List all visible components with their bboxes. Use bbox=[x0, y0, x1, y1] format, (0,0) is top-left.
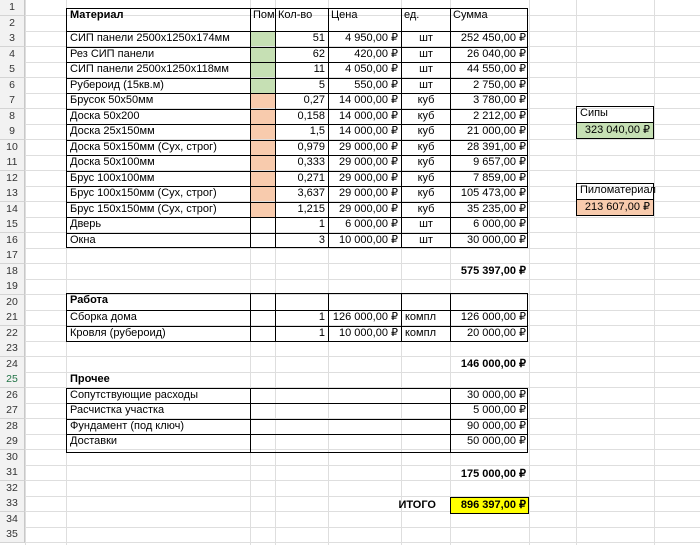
material-name[interactable]: Рубероид (15кв.м) bbox=[70, 79, 164, 91]
row-header[interactable]: 26 bbox=[0, 388, 25, 404]
material-unit[interactable]: куб bbox=[417, 94, 435, 106]
material-unit[interactable]: куб bbox=[417, 125, 435, 137]
material-unit[interactable]: куб bbox=[417, 187, 435, 199]
material-name[interactable]: Рез СИП панели bbox=[70, 48, 155, 60]
materials-header-sum[interactable]: Сумма bbox=[453, 9, 488, 21]
material-sum[interactable]: 6 000,00 ₽ bbox=[473, 218, 526, 230]
material-qty[interactable]: 0,333 bbox=[297, 156, 325, 168]
row-header[interactable]: 24 bbox=[0, 357, 25, 373]
material-sum[interactable]: 21 000,00 ₽ bbox=[467, 125, 526, 137]
row-header[interactable]: 14 bbox=[0, 202, 25, 218]
other-sum[interactable]: 90 000,00 ₽ bbox=[467, 420, 526, 432]
material-pom[interactable] bbox=[251, 48, 275, 62]
material-price[interactable]: 29 000,00 ₽ bbox=[339, 203, 398, 215]
material-sum[interactable]: 3 780,00 ₽ bbox=[473, 94, 526, 106]
material-unit[interactable]: шт bbox=[419, 48, 433, 60]
other-name[interactable]: Расчистка участка bbox=[70, 404, 165, 416]
material-name[interactable]: Доска 50х200 bbox=[70, 110, 140, 122]
material-qty[interactable]: 3,637 bbox=[297, 187, 325, 199]
material-qty[interactable]: 0,158 bbox=[297, 110, 325, 122]
row-header[interactable]: 20 bbox=[0, 295, 25, 311]
row-header[interactable]: 16 bbox=[0, 233, 25, 249]
material-name[interactable]: Брус 150х150мм (Сух, строг) bbox=[70, 203, 217, 215]
material-qty[interactable]: 0,271 bbox=[297, 172, 325, 184]
material-unit[interactable]: шт bbox=[419, 32, 433, 44]
work-total[interactable]: 146 000,00 ₽ bbox=[460, 358, 526, 370]
grand-total-value[interactable]: 896 397,00 ₽ bbox=[460, 499, 526, 511]
row-header[interactable]: 35 bbox=[0, 527, 25, 543]
material-name[interactable]: Брус 100х150мм (Сух, строг) bbox=[70, 187, 217, 199]
material-price[interactable]: 4 050,00 ₽ bbox=[345, 63, 398, 75]
work-sum[interactable]: 20 000,00 ₽ bbox=[467, 327, 526, 339]
material-name[interactable]: СИП панели 2500x1250x174мм bbox=[70, 32, 230, 44]
material-qty[interactable]: 1,215 bbox=[297, 203, 325, 215]
material-qty[interactable]: 5 bbox=[318, 79, 325, 91]
material-name[interactable]: Брус 100х100мм bbox=[70, 172, 155, 184]
material-sum[interactable]: 9 657,00 ₽ bbox=[473, 156, 526, 168]
material-qty[interactable]: 3 bbox=[318, 234, 325, 246]
row-header[interactable]: 1 bbox=[0, 0, 25, 16]
material-sum[interactable]: 7 859,00 ₽ bbox=[473, 172, 526, 184]
row-header[interactable]: 27 bbox=[0, 403, 25, 419]
material-unit[interactable]: куб bbox=[417, 172, 435, 184]
row-header[interactable]: 9 bbox=[0, 124, 25, 140]
materials-header-qty[interactable]: Кол-во bbox=[278, 9, 313, 21]
row-header[interactable]: 11 bbox=[0, 155, 25, 171]
material-sum[interactable]: 2 212,00 ₽ bbox=[473, 110, 526, 122]
materials-header-pom[interactable]: Пом bbox=[253, 9, 275, 21]
lumber-value[interactable]: 213 607,00 ₽ bbox=[577, 200, 653, 215]
material-pom[interactable] bbox=[251, 234, 275, 248]
material-price[interactable]: 14 000,00 ₽ bbox=[339, 110, 398, 122]
row-header[interactable]: 30 bbox=[0, 450, 25, 466]
material-qty[interactable]: 11 bbox=[313, 63, 325, 75]
row-header[interactable]: 10 bbox=[0, 140, 25, 156]
material-qty[interactable]: 1,5 bbox=[309, 125, 325, 137]
material-pom[interactable] bbox=[251, 79, 275, 93]
row-header[interactable]: 32 bbox=[0, 481, 25, 497]
row-header[interactable]: 6 bbox=[0, 78, 25, 94]
row-header[interactable]: 21 bbox=[0, 310, 25, 326]
material-sum[interactable]: 105 473,00 ₽ bbox=[460, 187, 526, 199]
row-header[interactable]: 31 bbox=[0, 465, 25, 481]
material-name[interactable]: Доска 25х150мм bbox=[70, 125, 155, 137]
materials-total[interactable]: 575 397,00 ₽ bbox=[460, 265, 526, 277]
row-header[interactable]: 29 bbox=[0, 434, 25, 450]
material-pom[interactable] bbox=[251, 125, 275, 139]
material-sum[interactable]: 26 040,00 ₽ bbox=[467, 48, 526, 60]
work-header[interactable]: Работа bbox=[70, 294, 109, 306]
material-qty[interactable]: 0,979 bbox=[297, 141, 325, 153]
material-pom[interactable] bbox=[251, 94, 275, 108]
material-price[interactable]: 29 000,00 ₽ bbox=[339, 141, 398, 153]
row-header[interactable]: 23 bbox=[0, 341, 25, 357]
lumber-label[interactable]: Пиломатериал bbox=[580, 184, 656, 196]
material-unit[interactable]: шт bbox=[419, 218, 433, 230]
sips-label[interactable]: Сипы bbox=[580, 107, 608, 119]
other-sum[interactable]: 5 000,00 ₽ bbox=[473, 404, 526, 416]
work-name[interactable]: Сборка дома bbox=[70, 311, 137, 323]
row-header[interactable]: 17 bbox=[0, 248, 25, 264]
material-unit[interactable]: куб bbox=[417, 141, 435, 153]
material-price[interactable]: 4 950,00 ₽ bbox=[345, 32, 398, 44]
material-name[interactable]: Доска 50х150мм (Сух, строг) bbox=[70, 141, 217, 153]
material-price[interactable]: 10 000,00 ₽ bbox=[339, 234, 398, 246]
material-price[interactable]: 29 000,00 ₽ bbox=[339, 172, 398, 184]
work-unit[interactable]: компл bbox=[405, 311, 436, 323]
material-name[interactable]: Дверь bbox=[70, 218, 102, 230]
row-header[interactable]: 3 bbox=[0, 31, 25, 47]
material-pom[interactable] bbox=[251, 172, 275, 186]
material-pom[interactable] bbox=[251, 187, 275, 201]
material-name[interactable]: Доска 50х100мм bbox=[70, 156, 155, 168]
row-header[interactable]: 28 bbox=[0, 419, 25, 435]
material-price[interactable]: 14 000,00 ₽ bbox=[339, 125, 398, 137]
work-sum[interactable]: 126 000,00 ₽ bbox=[460, 311, 526, 323]
material-qty[interactable]: 0,27 bbox=[303, 94, 325, 106]
other-sum[interactable]: 30 000,00 ₽ bbox=[467, 389, 526, 401]
row-header[interactable]: 22 bbox=[0, 326, 25, 342]
material-pom[interactable] bbox=[251, 156, 275, 170]
material-pom[interactable] bbox=[251, 110, 275, 124]
row-header[interactable]: 7 bbox=[0, 93, 25, 109]
material-unit[interactable]: шт bbox=[419, 63, 433, 75]
other-name[interactable]: Сопутствующие расходы bbox=[70, 389, 199, 401]
row-header[interactable]: 4 bbox=[0, 47, 25, 63]
material-sum[interactable]: 28 391,00 ₽ bbox=[467, 141, 526, 153]
other-total[interactable]: 175 000,00 ₽ bbox=[460, 468, 526, 480]
work-price[interactable]: 126 000,00 ₽ bbox=[332, 311, 398, 323]
row-header[interactable]: 15 bbox=[0, 217, 25, 233]
row-header[interactable]: 18 bbox=[0, 264, 25, 280]
material-name[interactable]: СИП панели 2500x1250x118мм bbox=[70, 63, 229, 75]
row-header[interactable]: 33 bbox=[0, 496, 25, 512]
material-qty[interactable]: 62 bbox=[312, 48, 325, 60]
material-unit[interactable]: шт bbox=[419, 234, 433, 246]
other-sum[interactable]: 50 000,00 ₽ bbox=[467, 435, 526, 447]
material-price[interactable]: 14 000,00 ₽ bbox=[339, 94, 398, 106]
row-header[interactable]: 8 bbox=[0, 109, 25, 125]
row-header[interactable]: 2 bbox=[0, 16, 25, 32]
grand-total-label[interactable]: ИТОГО bbox=[398, 499, 436, 511]
row-header[interactable]: 19 bbox=[0, 279, 25, 295]
row-header[interactable]: 5 bbox=[0, 62, 25, 78]
work-qty[interactable]: 1 bbox=[318, 311, 325, 323]
materials-header-price[interactable]: Цена bbox=[331, 9, 358, 21]
material-sum[interactable]: 30 000,00 ₽ bbox=[467, 234, 526, 246]
material-pom[interactable] bbox=[251, 141, 275, 155]
material-qty[interactable]: 51 bbox=[312, 32, 325, 44]
work-qty[interactable]: 1 bbox=[318, 327, 325, 339]
row-header[interactable]: 34 bbox=[0, 512, 25, 528]
sips-value[interactable]: 323 040,00 ₽ bbox=[577, 123, 653, 138]
material-name[interactable]: Брусок 50х50мм bbox=[70, 94, 154, 106]
material-pom[interactable] bbox=[251, 218, 275, 232]
row-header[interactable]: 12 bbox=[0, 171, 25, 187]
materials-header-name[interactable]: Материал bbox=[70, 9, 124, 21]
row-header[interactable]: 13 bbox=[0, 186, 25, 202]
work-name[interactable]: Кровля (рубероид) bbox=[70, 327, 166, 339]
work-price[interactable]: 10 000,00 ₽ bbox=[339, 327, 398, 339]
material-price[interactable]: 6 000,00 ₽ bbox=[345, 218, 398, 230]
material-pom[interactable] bbox=[251, 63, 275, 77]
row-header[interactable]: 25 bbox=[0, 372, 25, 388]
materials-header-unit[interactable]: ед. bbox=[404, 9, 420, 21]
material-unit[interactable]: куб bbox=[417, 156, 435, 168]
material-unit[interactable]: куб bbox=[417, 203, 435, 215]
material-sum[interactable]: 44 550,00 ₽ bbox=[467, 63, 526, 75]
material-price[interactable]: 29 000,00 ₽ bbox=[339, 187, 398, 199]
material-price[interactable]: 420,00 ₽ bbox=[354, 48, 398, 60]
material-pom[interactable] bbox=[251, 203, 275, 217]
material-sum[interactable]: 2 750,00 ₽ bbox=[473, 79, 526, 91]
material-name[interactable]: Окна bbox=[70, 234, 96, 246]
material-price[interactable]: 29 000,00 ₽ bbox=[339, 156, 398, 168]
material-qty[interactable]: 1 bbox=[318, 218, 325, 230]
material-sum[interactable]: 252 450,00 ₽ bbox=[460, 32, 526, 44]
material-sum[interactable]: 35 235,00 ₽ bbox=[467, 203, 526, 215]
other-header[interactable]: Прочее bbox=[70, 373, 110, 385]
material-price[interactable]: 550,00 ₽ bbox=[354, 79, 398, 91]
other-name[interactable]: Доставки bbox=[70, 435, 118, 447]
material-unit[interactable]: шт bbox=[419, 79, 433, 91]
material-pom[interactable] bbox=[251, 32, 275, 46]
work-unit[interactable]: компл bbox=[405, 327, 436, 339]
other-name[interactable]: Фундамент (под ключ) bbox=[70, 420, 185, 432]
material-unit[interactable]: куб bbox=[417, 110, 435, 122]
